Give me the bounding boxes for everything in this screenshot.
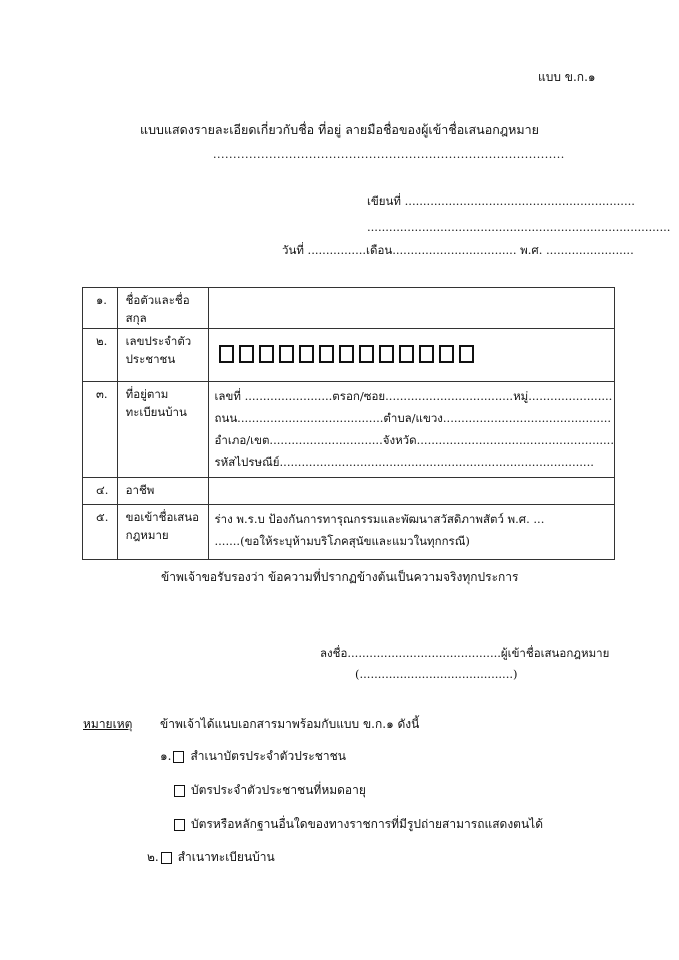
id-digit-box[interactable]: [399, 345, 414, 363]
id-digit-box[interactable]: [259, 345, 274, 363]
id-number-field: [208, 329, 615, 382]
id-digit-box[interactable]: [219, 345, 234, 363]
certification-statement: ข้าพเจ้าขอรับรองว่า ข้อความที่ปรากฏข้างต้นเป็นความจริงทุกประการ: [161, 570, 519, 584]
address-line-road[interactable]: ถนน........................................ตำบล/แขวง..............................................: [214, 411, 612, 425]
checkbox-icon[interactable]: [173, 751, 184, 763]
checkbox-icon[interactable]: [174, 785, 185, 797]
title-fill-line[interactable]: ........................................................................................: [213, 148, 565, 161]
id-digit-box[interactable]: [299, 345, 314, 363]
table-row-law-proposal: [83, 505, 615, 560]
remarks-text: ข้าพเจ้าได้แนบเอกสารมาพร้อมกับแบบ ข.ก.๑ ดังนี้: [160, 717, 420, 731]
id-digit-box[interactable]: [359, 345, 374, 363]
attachment-item: [174, 781, 366, 800]
printed-name-field[interactable]: (..........................................): [355, 667, 518, 681]
table-row-name: [83, 288, 615, 329]
id-digit-boxes: [215, 333, 615, 363]
attachment-number: ๑.: [160, 749, 172, 763]
written-at-field-line2[interactable]: ...................................................................................: [367, 220, 671, 234]
id-digit-box[interactable]: [279, 345, 294, 363]
id-digit-box[interactable]: [379, 345, 394, 363]
row-label: ขอเข้าชื่อเสนอกฎหมาย: [117, 505, 208, 560]
law-proposal-note: .......(ขอให้ระบุห้ามบริโภคสุนัขและแมวในทุกกรณี): [214, 534, 470, 548]
written-at-field[interactable]: เขียนที่ ...............................................................: [367, 194, 635, 208]
checkbox-icon[interactable]: [174, 819, 185, 831]
occupation-field[interactable]: [208, 478, 615, 505]
row-number: ๑.: [83, 288, 118, 329]
id-digit-box[interactable]: [439, 345, 454, 363]
address-line-house[interactable]: เลขที่ ........................ตรอก/ซอย...................................หมู่.......................: [214, 389, 613, 403]
id-digit-box[interactable]: [459, 345, 474, 363]
address-field: [208, 382, 615, 478]
table-row-address: [83, 382, 615, 478]
row-number: ๕.: [83, 505, 118, 560]
attachment-item: [160, 747, 346, 766]
address-line-postcode[interactable]: รหัสไปรษณีย์......................................................................................: [214, 455, 594, 469]
form-title: แบบแสดงรายละเอียดเกี่ยวกับชื่อ ที่อยู่ ลายมือชื่อของผู้เข้าชื่อเสนอกฎหมาย: [140, 122, 539, 137]
attachment-number: ๒.: [147, 850, 159, 864]
row-label: ที่อยู่ตามทะเบียนบ้าน: [117, 382, 208, 478]
attachment-label: สำเนาทะเบียนบ้าน: [177, 850, 275, 864]
form-code: แบบ ข.ก.๑: [538, 70, 596, 84]
attachment-label: สำเนาบัตรประจำตัวประชาชน: [190, 749, 346, 763]
id-digit-box[interactable]: [339, 345, 354, 363]
table-row-occupation: [83, 478, 615, 505]
id-digit-box[interactable]: [239, 345, 254, 363]
date-field[interactable]: วันที่ ................เดือน.................................. พ.ศ. ........................: [282, 243, 634, 257]
row-label: เลขประจำตัวประชาชน: [117, 329, 208, 382]
table-row-id: [83, 329, 615, 382]
signature-field[interactable]: ลงชื่อ..........................................ผู้เข้าชื่อเสนอกฎหมาย: [320, 646, 610, 660]
row-label: อาชีพ: [117, 478, 208, 505]
id-digit-box[interactable]: [419, 345, 434, 363]
law-proposal-line: ร่าง พ.ร.บ ป้องกันการทารุณกรรมและพัฒนาสวัสดิภาพสัตว์ พ.ศ. ...: [214, 512, 545, 526]
address-line-district[interactable]: อำเภอ/เขต...............................จังหวัด......................................................: [214, 433, 614, 447]
details-table: [82, 287, 615, 560]
row-number: ๔.: [83, 478, 118, 505]
remarks-label: หมายเหตุ: [83, 717, 133, 731]
checkbox-icon[interactable]: [161, 852, 172, 864]
attachment-label: บัตรประจำตัวประชาชนที่หมดอายุ: [191, 783, 366, 797]
name-field[interactable]: [208, 288, 615, 329]
attachment-label: บัตรหรือหลักฐานอื่นใดของทางราชการที่มีรูปถ่ายสามารถแสดงตนได้: [191, 817, 544, 831]
row-label: ชื่อตัวและชื่อสกุล: [117, 288, 208, 329]
row-number: ๓.: [83, 382, 118, 478]
attachment-item: [174, 815, 543, 834]
law-proposal-field: [208, 505, 615, 560]
attachment-item: [147, 848, 275, 867]
row-number: ๒.: [83, 329, 118, 382]
id-digit-box[interactable]: [319, 345, 334, 363]
